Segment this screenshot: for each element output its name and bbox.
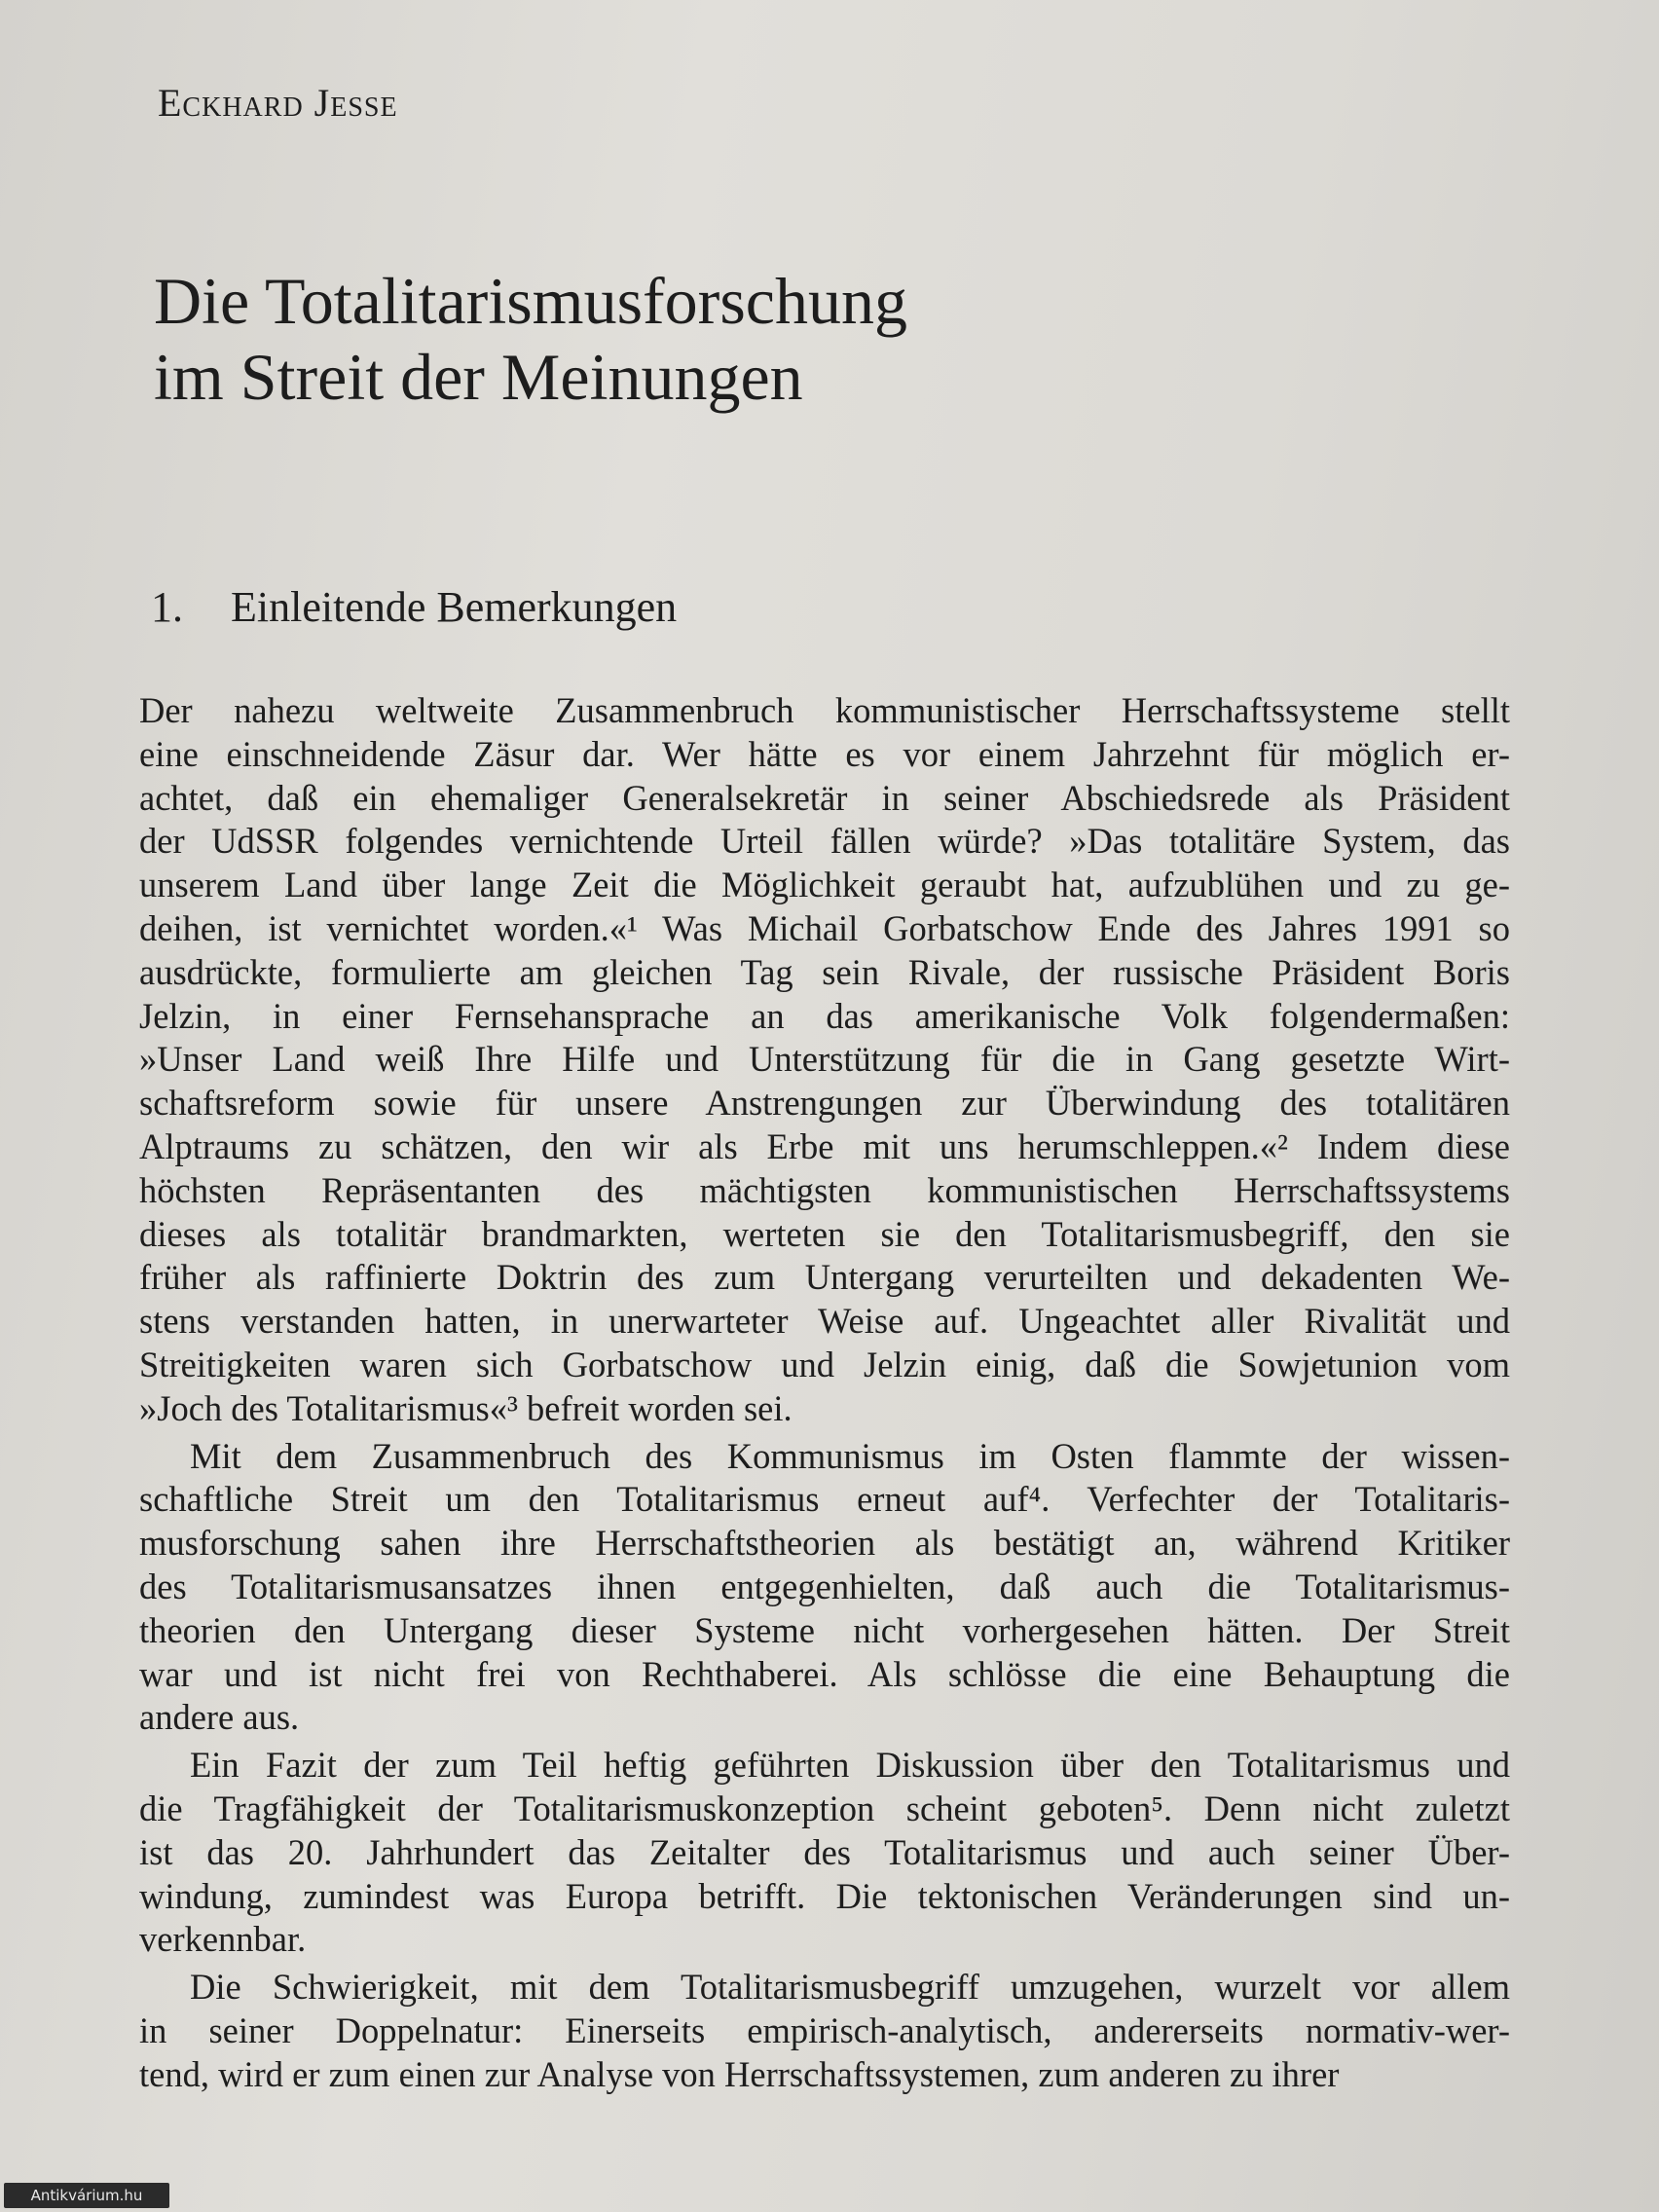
text-line: verkennbar. (139, 1919, 307, 1960)
section-heading (151, 582, 677, 632)
text-line: deihen, ist vernichtet worden.«¹ Was Michail Gorbatschow Ende des Jahres 1991 so (139, 907, 1510, 948)
text-line: »Joch des Totalitarismus«³ befreit worden sei. (139, 1387, 793, 1428)
text-line: theorien den Untergang dieser Systeme nicht vorhergesehen hätten. Der Streit (139, 1609, 1510, 1650)
paragraph (139, 689, 1510, 1431)
text-line: Streitigkeiten waren sich Gorbatschow und Jelzin einig, daß die Sowjetunion vom (139, 1344, 1510, 1384)
text-line: war und ist nicht frei von Rechthaberei. Als schlösse die eine Behauptung die (139, 1653, 1510, 1694)
text-line: achtet, daß ein ehemaliger Generalsekretär in seiner Abschiedsrede als Präsident (139, 777, 1510, 818)
text-line: tend, wird er zum einen zur Analyse von Herrschaftssystemen, zum anderen zu ihrer (139, 2053, 1340, 2094)
text-line: höchsten Repräsentanten des mächtigsten kommunistischen Herrschaftssystems (139, 1169, 1510, 1210)
text-line: ist das 20. Jahrhundert das Zeitalter des Totalitarismus und auch seiner Über- (139, 1831, 1510, 1872)
body-text (139, 689, 1510, 2101)
text-line: dieses als totalitär brandmarkten, werteten sie den Totalitarismusbegriff, den sie (139, 1213, 1510, 1254)
text-line: Jelzin, in einer Fernsehansprache an das amerikanische Volk folgendermaßen: (139, 995, 1510, 1036)
text-line: die Tragfähigkeit der Totalitarismuskonzeption scheint geboten⁵. Denn nicht zuletzt (139, 1788, 1510, 1828)
text-line: schaftsreform sowie für unsere Anstrengungen zur Überwindung des totalitären (139, 1083, 1510, 1124)
text-line: »Unser Land weiß Ihre Hilfe und Unterstützung für die in Gang gesetzte Wirt- (139, 1039, 1510, 1080)
text-line: andere aus. (139, 1697, 300, 1738)
watermark-label: Antikvárium.hu (4, 2183, 169, 2208)
text-line: Ein Fazit der zum Teil heftig geführten Diskussion über den Totalitarismus und (190, 1745, 1510, 1786)
text-line: Die Schwierigkeit, mit dem Totalitarismusbegriff umzugehen, wurzelt vor allem (190, 1967, 1510, 2008)
chapter-title-line-1: Die Totalitarismusforschung (154, 264, 907, 338)
paragraph (139, 1744, 1510, 1962)
text-line: des Totalitarismusansatzes ihnen entgegenhielten, daß auch die Totalitarismus- (139, 1566, 1510, 1606)
author-name: Eckhard Jesse (158, 81, 398, 125)
text-line: eine einschneidende Zäsur dar. Wer hätte es vor einem Jahrzehnt für möglich er- (139, 733, 1510, 774)
text-line: in seiner Doppelnatur: Einerseits empirisch-analytisch, andererseits normativ-wer- (139, 2009, 1510, 2050)
text-line: der UdSSR folgendes vernichtende Urteil fällen würde? »Das totalitäre System, das (139, 821, 1510, 862)
text-line: unserem Land über lange Zeit die Möglichkeit geraubt hat, aufzublühen und zu ge- (139, 865, 1510, 905)
text-line: früher als raffinierte Doktrin des zum Untergang verurteilten und dekadenten We- (139, 1257, 1510, 1298)
section-number: 1. (151, 583, 183, 631)
section-title: Einleitende Bemerkungen (231, 583, 678, 631)
text-line: schaftliche Streit um den Totalitarismus erneut auf⁴. Verfechter der Totalitaris- (139, 1479, 1510, 1520)
text-line: Der nahezu weltweite Zusammenbruch kommunistischer Herrschaftssysteme stellt (139, 690, 1510, 730)
text-line: stens verstanden hatten, in unerwarteter Weise auf. Ungeachtet aller Rivalität und (139, 1301, 1510, 1342)
text-line: windung, zumindest was Europa betrifft. Die tektonischen Veränderungen sind un- (139, 1875, 1510, 1916)
text-line: Mit dem Zusammenbruch des Kommunismus im Osten flammte der wissen- (190, 1435, 1510, 1476)
paragraph (139, 1435, 1510, 1741)
text-line: musforschung sahen ihre Herrschaftstheorien als bestätigt an, während Kritiker (139, 1523, 1510, 1564)
text-line: Alptraums zu schätzen, den wir als Erbe mit uns herumschleppen.«² Indem diese (139, 1125, 1510, 1166)
chapter-title (154, 263, 907, 415)
chapter-title-line-2: im Streit der Meinungen (154, 340, 803, 414)
text-line: ausdrückte, formulierte am gleichen Tag sein Rivale, der russische Präsident Boris (139, 951, 1510, 992)
paragraph (139, 1966, 1510, 2096)
